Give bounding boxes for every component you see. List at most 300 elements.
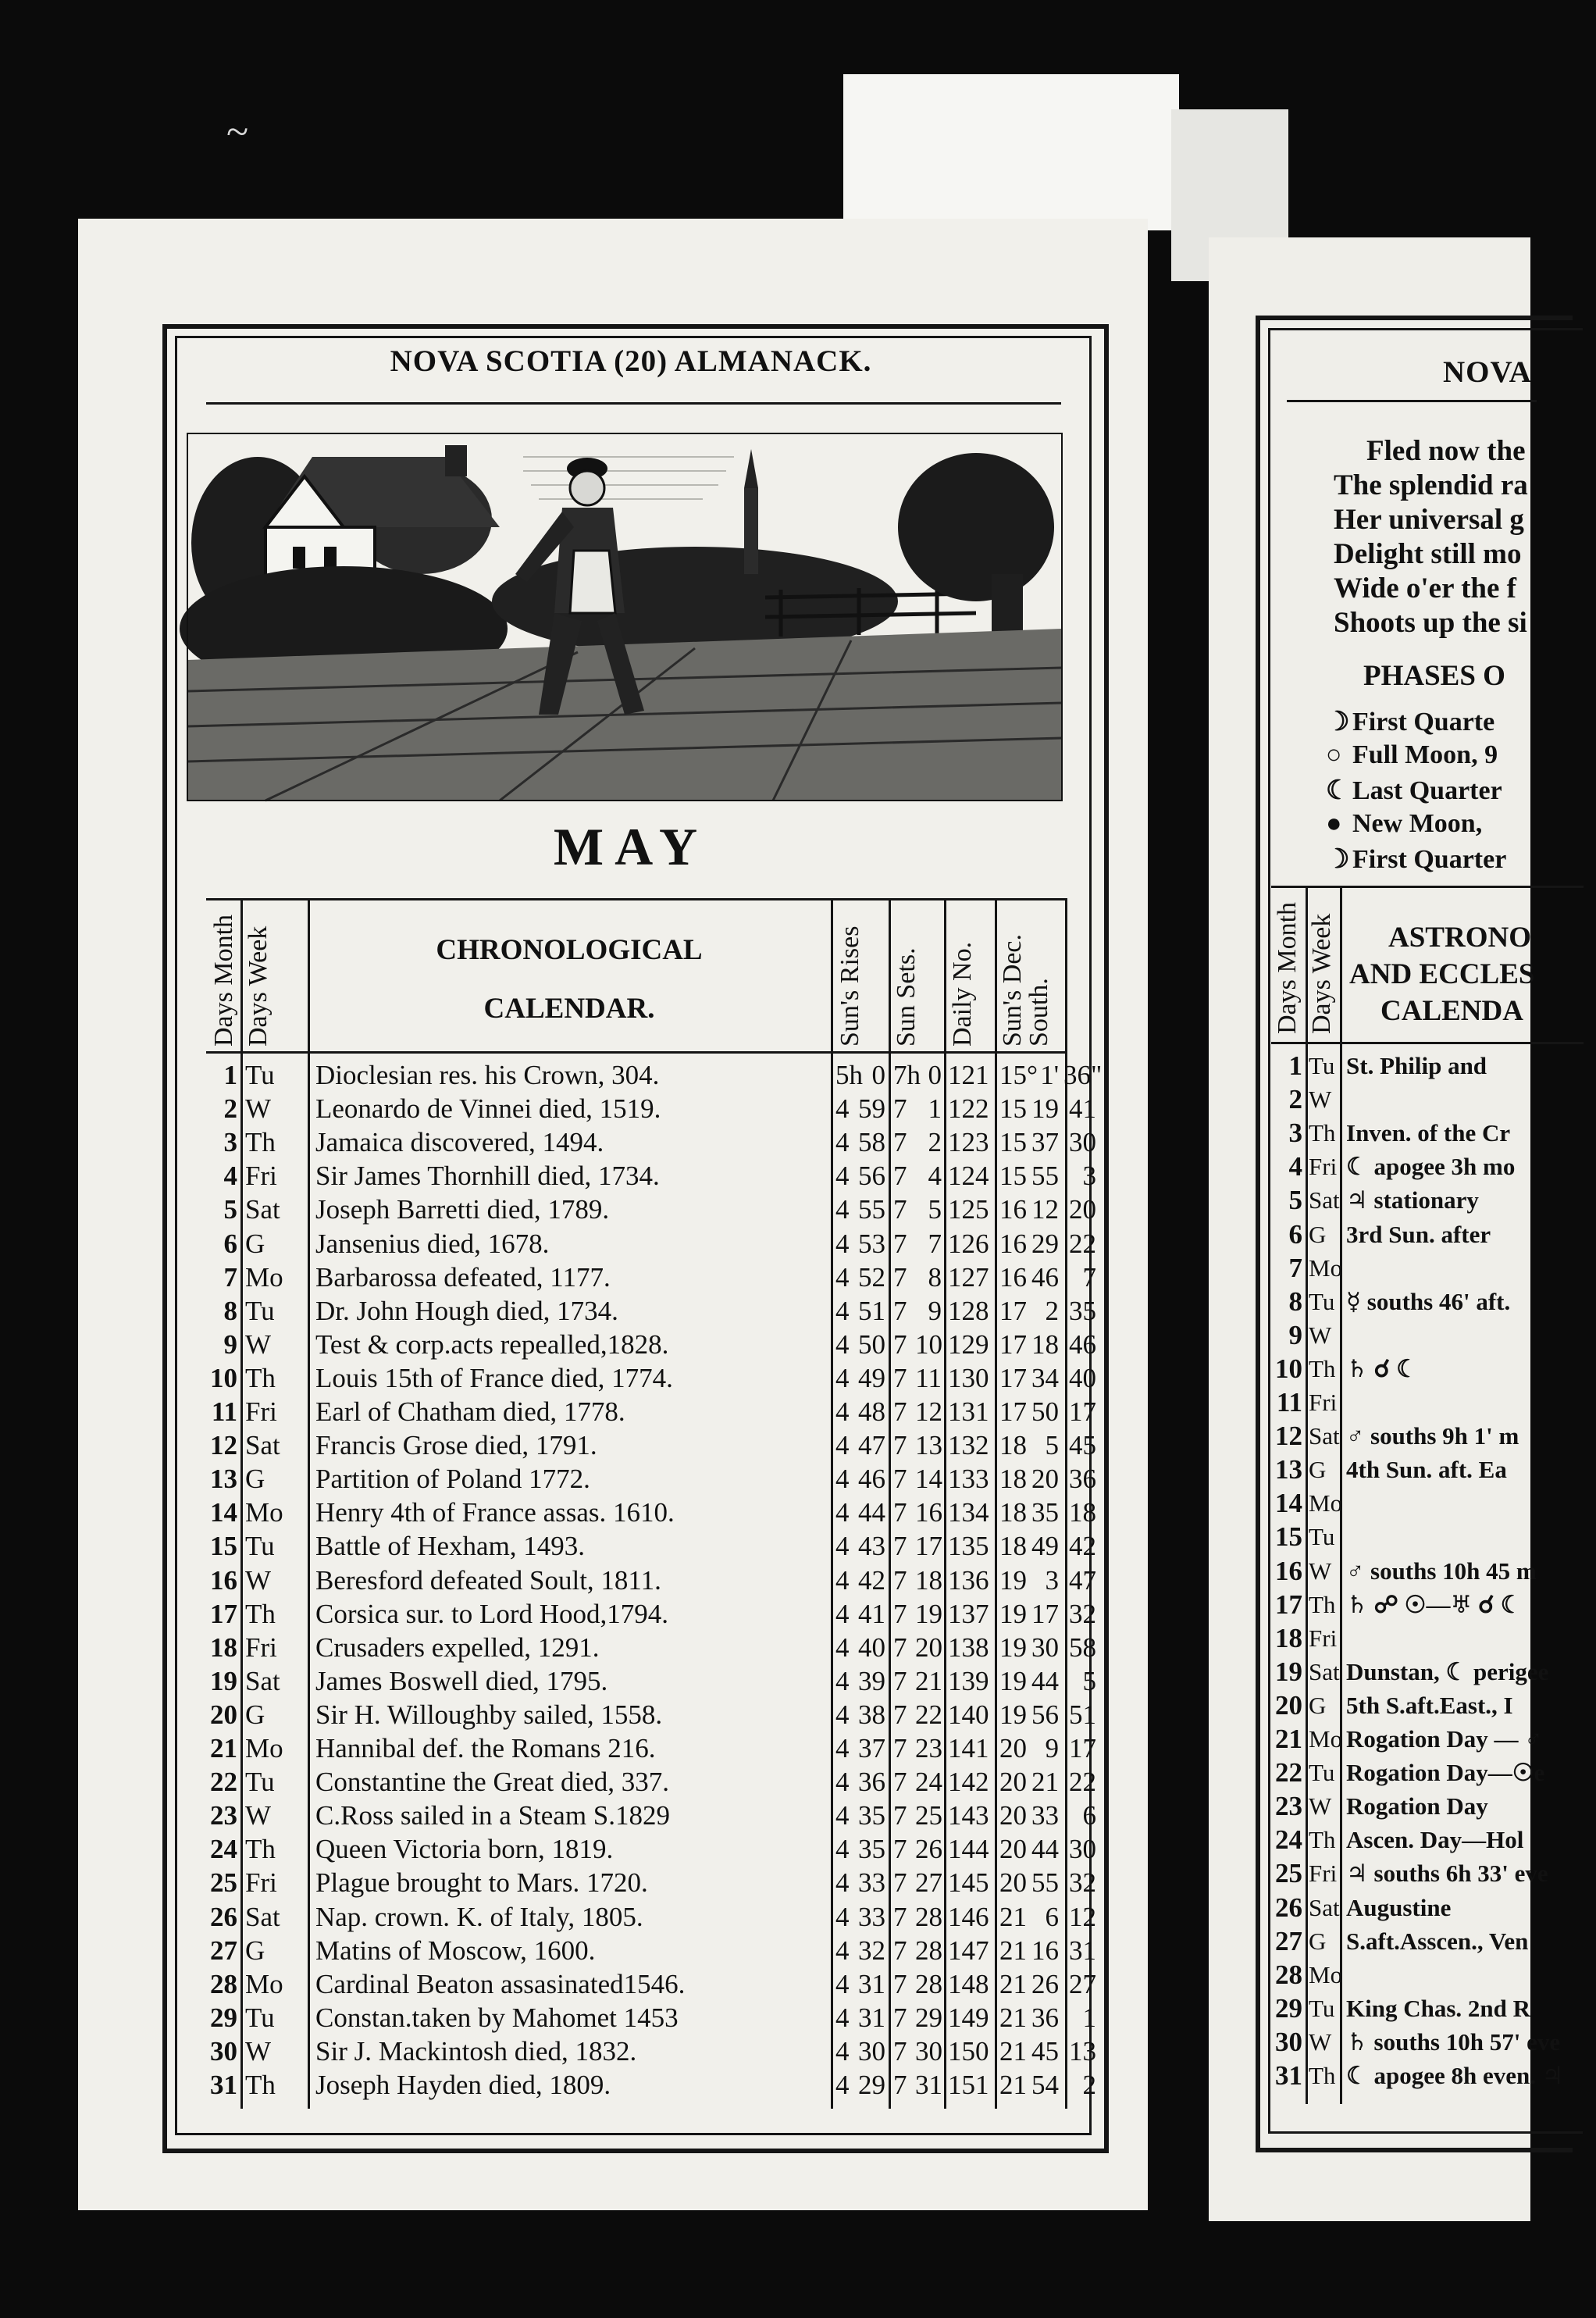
table-row xyxy=(206,1732,1104,1766)
event-text: Corsica sur. to Lord Hood,1794. xyxy=(315,1598,669,1629)
sunrise-hour: 4 xyxy=(835,1531,850,1562)
sunrise-minute: 51 xyxy=(858,1295,885,1326)
verse-line: The splendid ra xyxy=(1334,469,1528,501)
event-text: Matins of Moscow, 1600. xyxy=(315,1935,596,1966)
moon-phase-icon: ☾ xyxy=(1326,776,1350,805)
weekday: Th xyxy=(245,1598,276,1629)
page-header: NOVA SCOTIA (20) ALMANACK. xyxy=(390,344,872,378)
table-row xyxy=(206,1093,1104,1126)
weekday: Fri xyxy=(1309,1860,1338,1888)
sunrise-hour: 4 xyxy=(835,2035,850,2067)
daily-number: 125 xyxy=(948,1194,989,1225)
event-text: Sir James Thornhill died, 1734. xyxy=(315,1161,660,1192)
sunset-hour: 7 xyxy=(893,1968,907,1999)
table-row xyxy=(1271,1521,1584,1554)
event-text: Queen Victoria born, 1819. xyxy=(315,1834,614,1865)
table-top-rule xyxy=(1271,886,1584,888)
moon-phase-icon: ● xyxy=(1326,809,1342,838)
day-number: 16 xyxy=(1275,1555,1302,1586)
declination-minutes: 2 xyxy=(1045,1295,1059,1326)
table-row xyxy=(206,1396,1104,1429)
weekday: Fri xyxy=(1309,1153,1338,1181)
astronomical-note: ♂ souths 10h 45 m xyxy=(1346,1557,1537,1585)
event-text: Joseph Barretti died, 1789. xyxy=(315,1194,610,1225)
moon-phase-line xyxy=(1326,809,1482,839)
sunset-minute: 31 xyxy=(915,2070,942,2100)
declination-degrees: 16 xyxy=(999,1228,1027,1259)
col-head-daily: Daily No. xyxy=(948,941,977,1047)
declination-seconds: 1 xyxy=(1082,2002,1096,2033)
day-number: 16 xyxy=(210,1564,237,1596)
sunrise-hour: 4 xyxy=(835,1564,850,1596)
declination-minutes: 29 xyxy=(1031,1228,1059,1259)
sunrise-minute: 49 xyxy=(858,1362,885,1393)
sunset-minute: 19 xyxy=(915,1598,942,1629)
table-row xyxy=(1271,1319,1584,1353)
declination-seconds: 17 xyxy=(1069,1733,1096,1763)
declination-seconds: 51 xyxy=(1069,1699,1096,1730)
day-number: 20 xyxy=(210,1699,237,1730)
sunset-minute: 26 xyxy=(915,1834,942,1865)
day-number: 19 xyxy=(210,1665,237,1696)
declination-seconds: 58 xyxy=(1069,1632,1096,1663)
table-body xyxy=(1271,1050,1584,2096)
weekday: W xyxy=(245,1564,272,1596)
col-head-sets: Sun Sets. xyxy=(892,947,921,1047)
declination-degrees: 17 xyxy=(999,1295,1027,1326)
table-row xyxy=(1271,1723,1584,1756)
sunrise-minute: 41 xyxy=(858,1598,885,1629)
sunrise-hour: 4 xyxy=(835,1867,850,1899)
sunset-hour: 7 xyxy=(893,1261,907,1293)
declination-seconds: 41 xyxy=(1069,1093,1096,1125)
event-text: Barbarossa defeated, 1177. xyxy=(315,1261,611,1293)
day-number: 7 xyxy=(1288,1252,1302,1283)
table-row xyxy=(206,1799,1104,1833)
day-number: 13 xyxy=(1275,1454,1302,1485)
sunset-minute: 1 xyxy=(928,1093,942,1125)
declination-seconds: 30 xyxy=(1069,1834,1096,1865)
table-row xyxy=(1271,1420,1584,1453)
table-row xyxy=(1271,1555,1584,1589)
declination-seconds: 30 xyxy=(1069,1127,1096,1158)
sunrise-minute: 31 xyxy=(858,1968,885,1999)
sunrise-hour: 4 xyxy=(835,1632,850,1663)
weekday: Sat xyxy=(1309,1893,1340,1921)
declination-seconds: 46 xyxy=(1069,1328,1096,1360)
day-number: 15 xyxy=(210,1531,237,1562)
day-number: 22 xyxy=(210,1767,237,1798)
sunset-hour: 7 xyxy=(893,1362,907,1393)
day-number: 26 xyxy=(210,1901,237,1932)
daily-number: 143 xyxy=(948,1800,989,1831)
daily-number: 140 xyxy=(948,1699,989,1730)
declination-degrees: 20 xyxy=(999,1834,1027,1865)
daily-number: 151 xyxy=(948,2070,989,2100)
declination-degrees: 19 xyxy=(999,1632,1027,1663)
declination-degrees: 18 xyxy=(999,1430,1027,1461)
declination-seconds: 6 xyxy=(1082,1800,1096,1831)
declination-degrees: 15 xyxy=(999,1161,1027,1192)
sunrise-hour: 4 xyxy=(835,1834,850,1865)
sunrise-minute: 36 xyxy=(858,1767,885,1798)
day-number: 6 xyxy=(223,1228,237,1259)
table-row xyxy=(206,1193,1104,1227)
event-text: Test & corp.acts repealled,1828. xyxy=(315,1328,669,1360)
event-text: Constantine the Great died, 337. xyxy=(315,1767,669,1798)
sunrise-hour: 4 xyxy=(835,1430,850,1461)
declination-minutes: 35 xyxy=(1031,1497,1059,1528)
declination-seconds: 32 xyxy=(1069,1867,1096,1899)
scan-speck: ~ xyxy=(226,110,249,155)
sunrise-minute: 47 xyxy=(858,1430,885,1461)
day-number: 25 xyxy=(1275,1858,1302,1889)
event-text: Partition of Poland 1772. xyxy=(315,1464,590,1495)
sunset-hour: 7 xyxy=(893,1665,907,1696)
sunset-hour: 7h xyxy=(893,1060,921,1090)
moon-phase-text: First Quarter xyxy=(1352,845,1507,874)
weekday: Th xyxy=(1309,1590,1336,1618)
sunrise-minute: 48 xyxy=(858,1396,885,1427)
table-row xyxy=(1271,1218,1584,1252)
table-row xyxy=(206,1833,1104,1867)
sunset-hour: 7 xyxy=(893,1767,907,1798)
table-row xyxy=(206,1463,1104,1496)
event-text: Jansenius died, 1678. xyxy=(315,1228,550,1259)
sunset-minute: 12 xyxy=(915,1396,942,1427)
astronomical-note: Dunstan, ☾ perigee xyxy=(1346,1657,1549,1685)
declination-seconds: 36 xyxy=(1069,1464,1096,1495)
weekday: Sat xyxy=(245,1665,280,1696)
declination-seconds: 20 xyxy=(1069,1194,1096,1225)
table-row xyxy=(1271,1857,1584,1891)
declination-degrees: 20 xyxy=(999,1800,1027,1831)
daily-number: 124 xyxy=(948,1161,989,1192)
table-row xyxy=(1271,1050,1584,1083)
sunrise-minute: 33 xyxy=(858,1901,885,1932)
sunrise-minute: 37 xyxy=(858,1733,885,1763)
sunrise-hour: 4 xyxy=(835,1396,850,1427)
day-number: 15 xyxy=(1275,1521,1302,1553)
weekday: Mo xyxy=(1309,1254,1343,1282)
declination-seconds: 47 xyxy=(1069,1564,1096,1596)
event-text: Beresford defeated Soult, 1811. xyxy=(315,1564,661,1596)
weekday: Fri xyxy=(245,1867,277,1899)
moon-phase-line xyxy=(1326,775,1502,806)
sunrise-hour: 4 xyxy=(835,2070,850,2100)
sunrise-hour: 4 xyxy=(835,1093,850,1125)
table-row xyxy=(206,1867,1104,1900)
weekday: Mo xyxy=(245,1261,283,1293)
declination-minutes: 16 xyxy=(1031,1935,1059,1966)
day-number: 29 xyxy=(210,2002,237,2033)
declination-degrees: 16 xyxy=(999,1261,1027,1293)
table-row xyxy=(206,1699,1104,1732)
col-head-astro-3: CALENDA xyxy=(1380,995,1523,1027)
sunset-hour: 7 xyxy=(893,1564,907,1596)
declination-minutes: 55 xyxy=(1031,1161,1059,1192)
event-text: Louis 15th of France died, 1774. xyxy=(315,1362,673,1393)
declination-minutes: 21 xyxy=(1031,1767,1059,1798)
table-row xyxy=(1271,1689,1584,1723)
event-text: Sir H. Willoughby sailed, 1558. xyxy=(315,1699,663,1730)
table-row xyxy=(1271,1790,1584,1824)
day-number: 10 xyxy=(210,1362,237,1393)
astronomical-note: S.aft.Asscen., Ven xyxy=(1346,1927,1529,1955)
sunrise-minute: 33 xyxy=(858,1867,885,1899)
moon-phase-text: First Quarte xyxy=(1352,708,1495,736)
sunset-hour: 7 xyxy=(893,1161,907,1192)
table-row xyxy=(1271,1117,1584,1150)
table-row xyxy=(1271,1992,1584,2026)
weekday: Th xyxy=(245,1127,276,1158)
weekday: Mo xyxy=(245,1497,283,1528)
sunset-minute: 20 xyxy=(915,1632,942,1663)
declination-minutes: 36 xyxy=(1031,2002,1059,2033)
sunrise-hour: 4 xyxy=(835,2002,850,2033)
table-row xyxy=(1271,1622,1584,1656)
day-number: 5 xyxy=(1288,1185,1302,1216)
table-row xyxy=(206,1496,1104,1530)
declination-minutes: 3 xyxy=(1045,1564,1059,1596)
event-text: Cardinal Beaton assasinated1546. xyxy=(315,1968,686,1999)
sunset-minute: 9 xyxy=(928,1295,942,1326)
daily-number: 132 xyxy=(948,1430,989,1461)
sunrise-minute: 55 xyxy=(858,1194,885,1225)
declination-degrees: 21 xyxy=(999,1935,1027,1966)
weekday: Tu xyxy=(1309,1052,1335,1079)
sunrise-hour: 4 xyxy=(835,1968,850,1999)
weekday: Mo xyxy=(245,1968,283,1999)
sunset-minute: 10 xyxy=(915,1328,942,1360)
declination-degrees: 18 xyxy=(999,1497,1027,1528)
declination-seconds: 12 xyxy=(1069,1901,1096,1932)
declination-minutes: 33 xyxy=(1031,1800,1059,1831)
declination-degrees: 15 xyxy=(999,1093,1027,1125)
farm-sower-woodcut xyxy=(187,433,1062,801)
table-row xyxy=(206,1059,1104,1093)
col-head-calendar-2: CALENDAR. xyxy=(483,993,655,1025)
day-number: 21 xyxy=(1275,1724,1302,1754)
declination-minutes: 5 xyxy=(1045,1430,1059,1461)
day-number: 5 xyxy=(223,1194,237,1225)
declination-seconds: 31 xyxy=(1069,1935,1096,1966)
table-row xyxy=(1271,1824,1584,1857)
sunrise-hour: 4 xyxy=(835,1665,850,1696)
declination-minutes: 18 xyxy=(1031,1328,1059,1360)
sunset-hour: 7 xyxy=(893,1228,907,1259)
astronomical-note: Inven. of the Cr xyxy=(1346,1119,1511,1147)
day-number: 17 xyxy=(210,1598,237,1629)
astronomical-note: ♄ ☌ ☾ xyxy=(1346,1354,1418,1382)
sunrise-minute: 32 xyxy=(858,1935,885,1966)
day-number: 17 xyxy=(1275,1589,1302,1620)
moon-phase-line xyxy=(1326,843,1506,875)
declination-seconds: 3 xyxy=(1082,1161,1096,1192)
day-number: 26 xyxy=(1275,1892,1302,1923)
daily-number: 130 xyxy=(948,1362,989,1393)
weekday: W xyxy=(1309,1557,1332,1585)
day-number: 18 xyxy=(1275,1622,1302,1653)
weekday: Th xyxy=(245,1362,276,1393)
sunset-minute: 2 xyxy=(928,1127,942,1158)
weekday: Tu xyxy=(245,1060,275,1090)
sunrise-minute: 44 xyxy=(858,1497,885,1528)
sunset-minute: 14 xyxy=(915,1464,942,1495)
weekday: Th xyxy=(1309,2062,1336,2089)
table-row xyxy=(1271,1252,1584,1286)
sunset-minute: 17 xyxy=(915,1531,942,1562)
astronomical-note: Rogation Day — ♂ xyxy=(1346,1725,1543,1753)
weekday: Sat xyxy=(1309,1657,1340,1685)
sunrise-hour: 4 xyxy=(835,1295,850,1326)
weekday: Th xyxy=(1309,1119,1336,1147)
weekday: Sat xyxy=(1309,1186,1340,1214)
daily-number: 122 xyxy=(948,1093,989,1125)
astronomical-note: ☾ apogee 3h mo xyxy=(1346,1153,1516,1181)
event-text: Nap. crown. K. of Italy, 1805. xyxy=(315,1901,643,1932)
declination-minutes: 6 xyxy=(1045,1901,1059,1932)
weekday: W xyxy=(245,1800,272,1831)
table-row xyxy=(1271,1353,1584,1386)
declination-minutes: 12 xyxy=(1031,1194,1059,1225)
weekday: Fri xyxy=(245,1632,277,1663)
sunset-hour: 7 xyxy=(893,1598,907,1629)
day-number: 29 xyxy=(1275,1992,1302,2024)
astronomical-note: Rogation Day—☉e xyxy=(1346,1759,1545,1787)
event-text: Plague brought to Mars. 1720. xyxy=(315,1867,648,1899)
declination-seconds: 40 xyxy=(1069,1362,1096,1393)
sunset-minute: 28 xyxy=(915,1901,942,1932)
declination-minutes: 44 xyxy=(1031,1665,1059,1696)
sunset-minute: 30 xyxy=(915,2035,942,2067)
astronomical-note: ♄ ☍ ☉—♅ ☌ ☾ xyxy=(1346,1590,1523,1618)
day-number: 11 xyxy=(211,1396,237,1427)
col-head-astro-2: AND ECCLES xyxy=(1349,958,1535,990)
almanac-page-left xyxy=(78,219,1148,2210)
daily-number: 133 xyxy=(948,1464,989,1495)
table-row xyxy=(1271,1487,1584,1521)
weekday: G xyxy=(245,1228,265,1259)
astronomical-note: ☾ apogee 8h even. ♃ xyxy=(1346,2062,1564,2089)
declination-seconds: 36" xyxy=(1063,1060,1103,1090)
table-row xyxy=(1271,1453,1584,1487)
sunrise-hour: 4 xyxy=(835,1328,850,1360)
daily-number: 144 xyxy=(948,1834,989,1865)
page-header: NOVA xyxy=(1443,355,1532,389)
declination-seconds: 22 xyxy=(1069,1228,1096,1259)
day-number: 12 xyxy=(1275,1421,1302,1452)
table-row xyxy=(206,1766,1104,1799)
col-head-calendar-1: CHRONOLOGICAL xyxy=(436,934,703,966)
sunrise-hour: 4 xyxy=(835,1228,850,1259)
declination-minutes: 19 xyxy=(1031,1093,1059,1125)
weekday: Tu xyxy=(1309,1759,1335,1787)
event-text: Hannibal def. the Romans 216. xyxy=(315,1733,656,1763)
weekday: Tu xyxy=(245,2002,275,2033)
sunset-minute: 11 xyxy=(915,1362,942,1393)
astronomical-note: 4th Sun. aft. Ea xyxy=(1346,1456,1507,1484)
col-head-dec: Sun's Dec. South. xyxy=(998,933,1053,1047)
sunrise-hour: 4 xyxy=(835,1935,850,1966)
astronomical-note: 5th S.aft.East., I xyxy=(1346,1691,1513,1719)
day-number: 3 xyxy=(223,1127,237,1158)
sunset-hour: 7 xyxy=(893,1093,907,1125)
col-head-rises: Sun's Rises xyxy=(835,925,864,1047)
sunset-minute: 21 xyxy=(915,1665,942,1696)
sunset-hour: 7 xyxy=(893,2002,907,2033)
declination-degrees: 15° xyxy=(999,1060,1038,1090)
table-row xyxy=(206,1665,1104,1699)
table-top-rule xyxy=(206,898,1065,900)
declination-degrees: 15 xyxy=(999,1127,1027,1158)
moon-phase-icon: ☽ xyxy=(1326,708,1350,736)
declination-degrees: 18 xyxy=(999,1464,1027,1495)
declination-minutes: 34 xyxy=(1031,1362,1059,1393)
declination-degrees: 16 xyxy=(999,1194,1027,1225)
moon-phase-text: Last Quarter xyxy=(1352,776,1502,805)
declination-minutes: 49 xyxy=(1031,1531,1059,1562)
declination-degrees: 19 xyxy=(999,1699,1027,1730)
sunset-minute: 8 xyxy=(928,1261,942,1293)
sunrise-minute: 40 xyxy=(858,1632,885,1663)
table-row xyxy=(1271,1386,1584,1420)
table-row xyxy=(206,1564,1104,1598)
sunrise-minute: 35 xyxy=(858,1800,885,1831)
sunrise-minute: 53 xyxy=(858,1228,885,1259)
daily-number: 134 xyxy=(948,1497,989,1528)
table-row xyxy=(206,1362,1104,1396)
table-row xyxy=(206,2002,1104,2035)
sunset-hour: 7 xyxy=(893,2035,907,2067)
event-text: Dioclesian res. his Crown, 304. xyxy=(315,1060,660,1090)
declination-seconds: 18 xyxy=(1069,1497,1096,1528)
daily-number: 135 xyxy=(948,1531,989,1562)
table-row xyxy=(1271,2026,1584,2059)
day-number: 8 xyxy=(223,1295,237,1326)
sunrise-hour: 4 xyxy=(835,1261,850,1293)
table-row xyxy=(1271,1959,1584,1992)
declination-minutes: 55 xyxy=(1031,1867,1059,1899)
table-row xyxy=(206,2069,1104,2102)
declination-degrees: 20 xyxy=(999,1867,1027,1899)
sunrise-minute: 35 xyxy=(858,1834,885,1865)
sunrise-hour: 4 xyxy=(835,1464,850,1495)
sunrise-hour: 4 xyxy=(835,1127,850,1158)
weekday: Th xyxy=(1309,1826,1336,1854)
daily-number: 146 xyxy=(948,1901,989,1932)
daily-number: 150 xyxy=(948,2035,989,2067)
day-number: 1 xyxy=(1288,1050,1302,1081)
col-head-astro-1: ASTRONO xyxy=(1388,922,1531,954)
col-head-days-month: Days Month xyxy=(209,914,238,1047)
chronological-table xyxy=(206,898,1103,2109)
day-number: 23 xyxy=(1275,1791,1302,1822)
table-row xyxy=(1271,1892,1584,1925)
sunrise-minute: 30 xyxy=(858,2035,885,2067)
verse-line: Her universal g xyxy=(1334,504,1524,536)
declination-minutes: 1' xyxy=(1040,1060,1059,1090)
weekday: W xyxy=(1309,1792,1332,1821)
sunrise-minute: 29 xyxy=(858,2070,885,2100)
daily-number: 149 xyxy=(948,2002,989,2033)
sunrise-hour: 4 xyxy=(835,1362,850,1393)
verse-line: Delight still mo xyxy=(1334,538,1522,570)
verse-line: Shoots up the si xyxy=(1334,607,1527,639)
day-number: 24 xyxy=(1275,1824,1302,1856)
weekday: G xyxy=(245,1699,265,1730)
declination-minutes: 20 xyxy=(1031,1464,1059,1495)
